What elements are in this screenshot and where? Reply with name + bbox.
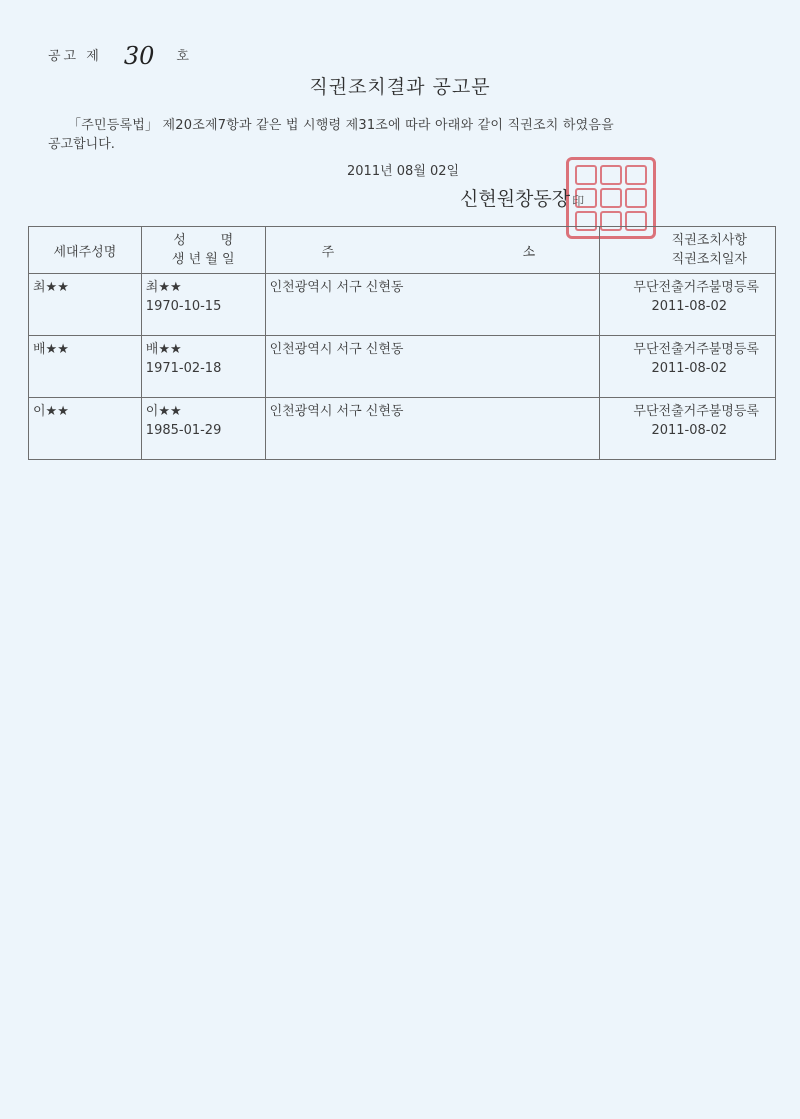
cell-name-birth xyxy=(141,398,265,460)
issuer-signature xyxy=(460,184,584,211)
cell-name: 최★★ xyxy=(145,280,182,295)
header-address-b: 소 xyxy=(522,244,536,260)
header-action-type: 직권조치사항 xyxy=(671,233,747,248)
cell-action xyxy=(600,336,776,398)
notice-number-handwritten: 30 xyxy=(123,42,155,70)
table-row xyxy=(29,274,776,336)
header-name-b: 명 xyxy=(220,233,234,248)
header-birthdate: 생 년 월 일 xyxy=(171,252,235,267)
cell-address: 인천광역시 서구 신현동 xyxy=(265,274,600,336)
notice-body-line-2: 공고합니다. xyxy=(48,137,115,152)
header-name-a: 성 xyxy=(173,233,186,248)
records-table xyxy=(28,226,776,460)
table-row xyxy=(29,336,776,398)
table-row xyxy=(29,398,776,460)
cell-action-date: 2011-08-02 xyxy=(651,299,727,314)
cell-action-date: 2011-08-02 xyxy=(651,423,727,438)
cell-action-type: 무단전출거주불명등록 xyxy=(633,342,759,357)
notice-number xyxy=(48,42,192,70)
header-household-head: 세대주성명 xyxy=(29,227,142,274)
notice-suffix: 호 xyxy=(176,49,192,64)
header-action-date: 직권조치일자 xyxy=(671,252,747,267)
cell-birthdate: 1970-10-15 xyxy=(145,299,222,314)
notice-body xyxy=(48,116,748,154)
cell-name: 이★★ xyxy=(145,404,182,419)
header-address xyxy=(265,227,600,274)
cell-name-birth xyxy=(141,336,265,398)
cell-name: 배★★ xyxy=(145,342,182,357)
notice-body-line-1: 「주민등록법」 제20조제7항과 같은 법 시행령 제31조에 따라 아래와 같이 직권조치 하였음을 xyxy=(68,118,614,133)
issuer-name: 신현원창동장 xyxy=(460,188,571,210)
notice-prefix: 공고 제 xyxy=(48,49,102,64)
cell-household-head: 최★★ xyxy=(29,274,142,336)
cell-action xyxy=(600,274,776,336)
cell-address: 인천광역시 서구 신현동 xyxy=(265,336,600,398)
cell-action-type: 무단전출거주불명등록 xyxy=(633,404,759,419)
document-date: 2011년 08월 02일 xyxy=(347,164,460,179)
cell-name-birth xyxy=(141,274,265,336)
header-name-birth xyxy=(141,227,265,274)
cell-birthdate: 1985-01-29 xyxy=(145,423,222,438)
table-header-row xyxy=(29,227,776,274)
cell-household-head: 배★★ xyxy=(29,336,142,398)
issuer-seal-mark: 印 xyxy=(572,194,585,208)
cell-household-head: 이★★ xyxy=(29,398,142,460)
cell-birthdate: 1971-02-18 xyxy=(145,361,222,376)
cell-address: 인천광역시 서구 신현동 xyxy=(265,398,600,460)
cell-action-date: 2011-08-02 xyxy=(651,361,727,376)
document-title: 직권조치결과 공고문 xyxy=(309,76,491,98)
cell-action xyxy=(600,398,776,460)
header-action xyxy=(600,227,776,274)
seal-pattern xyxy=(575,165,647,231)
header-address-a: 주 xyxy=(321,244,335,260)
cell-action-type: 무단전출거주불명등록 xyxy=(633,280,759,295)
